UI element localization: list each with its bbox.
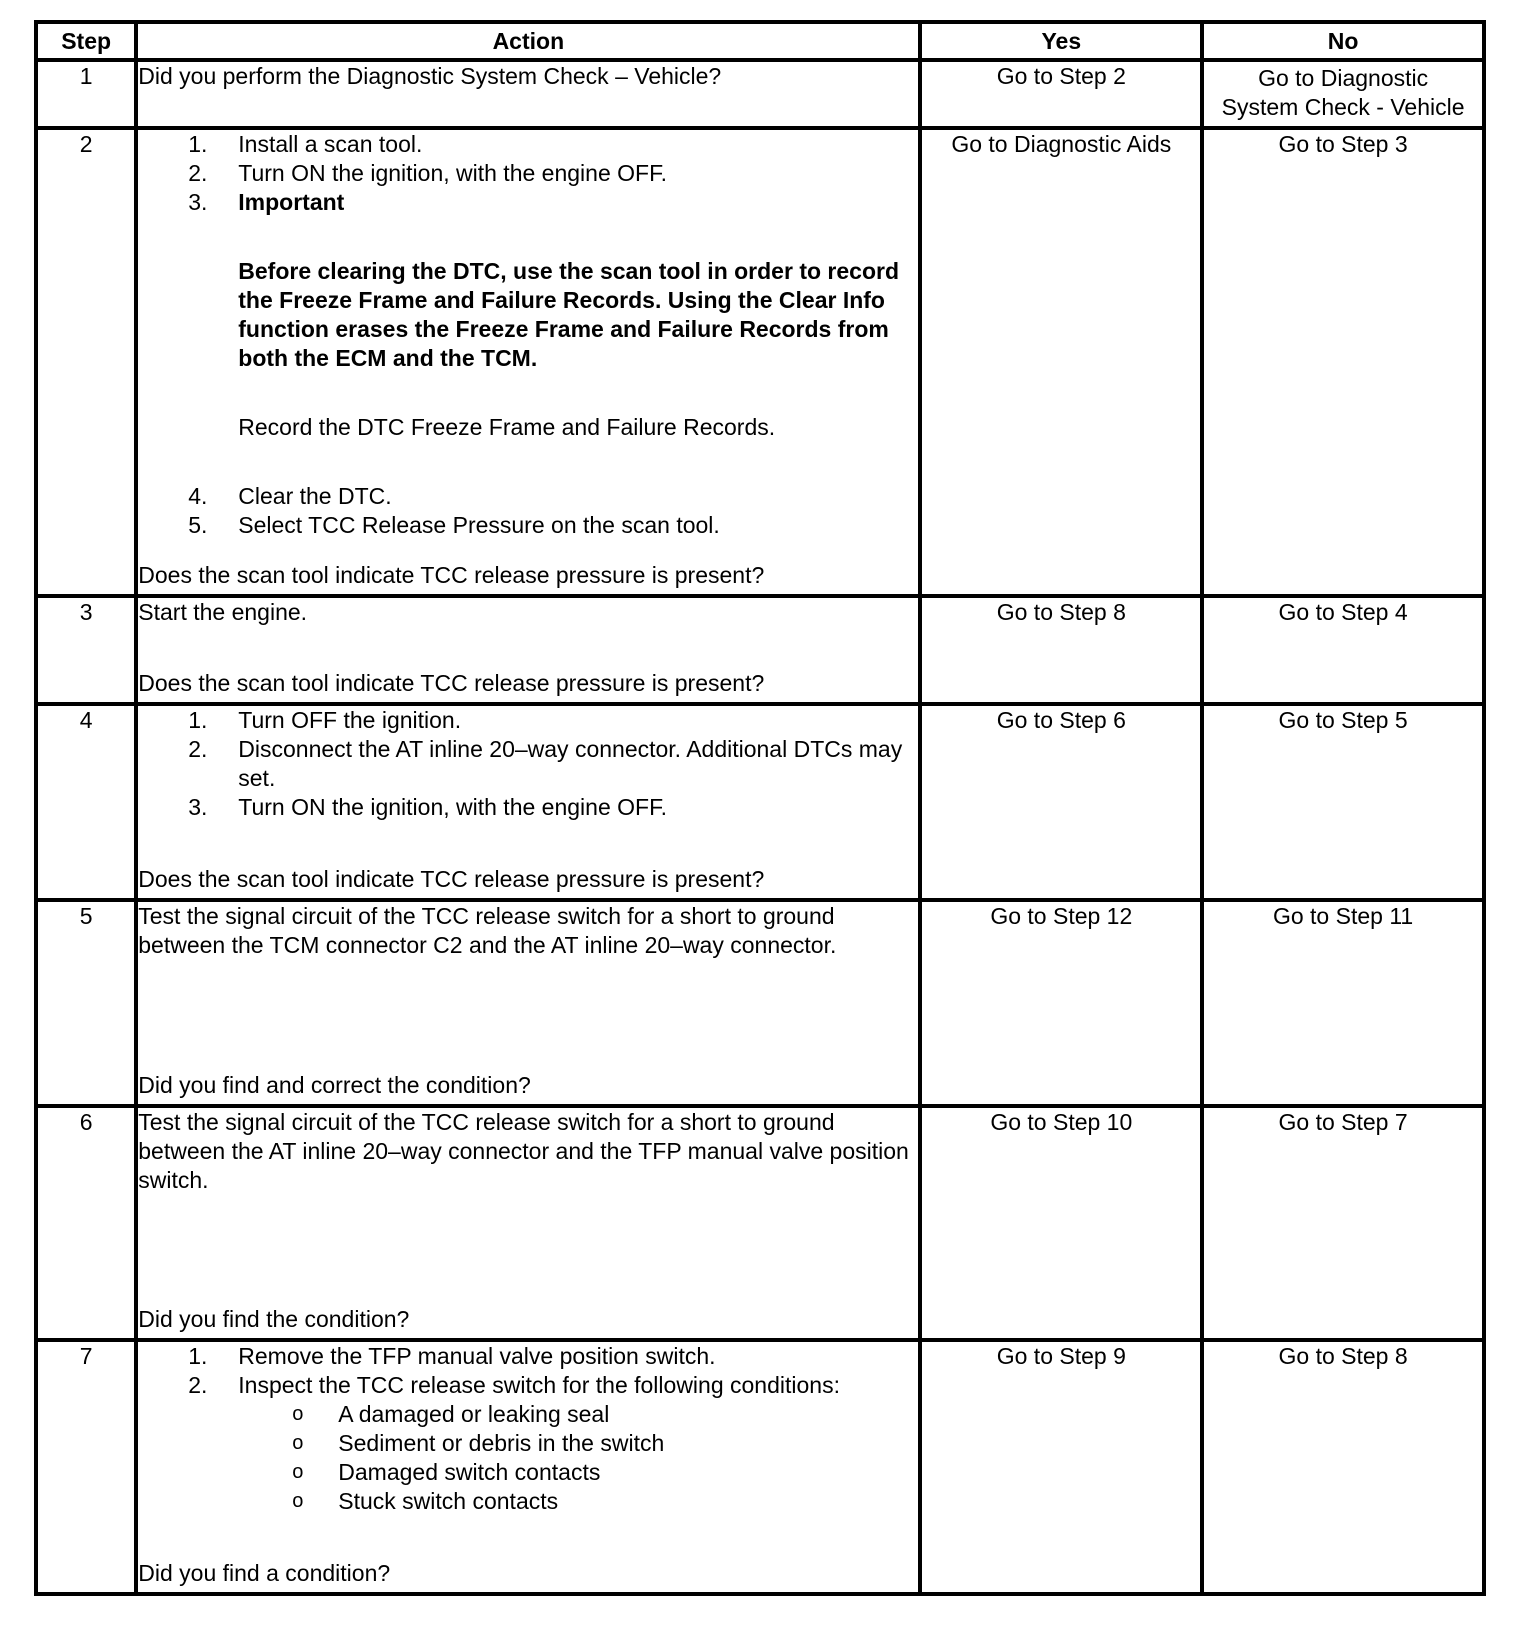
list-item: o A damaged or leaking seal bbox=[292, 1401, 610, 1427]
header-no: No bbox=[1202, 22, 1484, 60]
step-number: 6 bbox=[36, 1106, 136, 1340]
action-question: Does the scan tool indicate TCC release pressure is present? bbox=[138, 866, 765, 892]
step-number: 5 bbox=[36, 900, 136, 1106]
step-number: 7 bbox=[36, 1340, 136, 1594]
bullet-circle-icon: o bbox=[292, 1432, 304, 1454]
important-notice: Before clearing the DTC, use the scan tool in order to record the Freeze Frame and Failure Records. Using the Clear Info function erases the Freeze Frame and Failure Records from both the ECM and the TCM. bbox=[238, 258, 899, 371]
no-result: Go to Step 11 bbox=[1202, 900, 1484, 1106]
yes-result: Go to Step 12 bbox=[920, 900, 1202, 1106]
action-steps bbox=[138, 1342, 918, 1400]
action-step: 3. Important bbox=[188, 189, 345, 215]
action-text: Test the signal circuit of the TCC release switch for a short to ground between the AT inline 20–way connector and the TFP manual valve position switch. bbox=[138, 1109, 909, 1193]
action-question: Did you find and correct the condition? bbox=[138, 1072, 531, 1098]
header-step: Step bbox=[36, 22, 136, 60]
no-result: Go to Step 8 bbox=[1202, 1340, 1484, 1594]
action-question: Does the scan tool indicate TCC release pressure is present? bbox=[138, 670, 765, 696]
action-cell bbox=[136, 128, 920, 596]
action-cell bbox=[136, 704, 920, 900]
yes-result: Go to Step 2 bbox=[920, 60, 1202, 128]
action-step: 1. Install a scan tool. bbox=[188, 131, 423, 157]
action-text: Did you perform the Diagnostic System Check – Vehicle? bbox=[138, 63, 722, 89]
table-row-step-7 bbox=[36, 1340, 1484, 1594]
header-row bbox=[36, 22, 1484, 60]
action-cell bbox=[136, 596, 920, 704]
header-yes: Yes bbox=[920, 22, 1202, 60]
table-row-step-6 bbox=[36, 1106, 1484, 1340]
table-row-step-3 bbox=[36, 596, 1484, 704]
table-row-step-2 bbox=[36, 128, 1484, 596]
no-result: Go to Step 4 bbox=[1202, 596, 1484, 704]
table-row-step-1 bbox=[36, 60, 1484, 128]
no-result: Go to Step 5 bbox=[1202, 704, 1484, 900]
important-heading: Important bbox=[238, 189, 345, 215]
yes-result: Go to Step 6 bbox=[920, 704, 1202, 900]
action-cell bbox=[136, 1106, 920, 1340]
step-number: 2 bbox=[36, 128, 136, 596]
bullet-circle-icon: o bbox=[292, 1403, 304, 1425]
condition-list bbox=[138, 1400, 918, 1516]
action-step: 2. Disconnect the AT inline 20–way connector. Additional DTCs may set. bbox=[188, 736, 903, 791]
action-cell bbox=[136, 900, 920, 1106]
action-step: 2. Inspect the TCC release switch for the following conditions: bbox=[188, 1372, 840, 1398]
header-action: Action bbox=[136, 22, 920, 60]
yes-result: Go to Step 8 bbox=[920, 596, 1202, 704]
action-step: 5. Select TCC Release Pressure on the scan tool. bbox=[188, 512, 720, 538]
yes-result: Go to Step 10 bbox=[920, 1106, 1202, 1340]
no-result-line-1: Go to Diagnostic bbox=[1258, 65, 1429, 91]
no-result: Go to Step 7 bbox=[1202, 1106, 1484, 1340]
action-step: 1. Remove the TFP manual valve position switch. bbox=[188, 1343, 716, 1369]
action-question: Did you find a condition? bbox=[138, 1560, 391, 1586]
list-item: o Sediment or debris in the switch bbox=[292, 1430, 665, 1456]
action-steps bbox=[138, 706, 918, 822]
table-row-step-4 bbox=[36, 704, 1484, 900]
step-number: 3 bbox=[36, 596, 136, 704]
diagnostic-table bbox=[34, 20, 1486, 1596]
bullet-circle-icon: o bbox=[292, 1490, 304, 1512]
action-question: Does the scan tool indicate TCC release pressure is present? bbox=[138, 562, 765, 588]
table-row-step-5 bbox=[36, 900, 1484, 1106]
record-instruction: Record the DTC Freeze Frame and Failure Records. bbox=[238, 414, 776, 440]
no-result: Go to Step 3 bbox=[1202, 128, 1484, 596]
action-text: Test the signal circuit of the TCC release switch for a short to ground between the TCM connector C2 and the AT inline 20–way connector. bbox=[138, 903, 837, 958]
yes-result: Go to Diagnostic Aids bbox=[920, 128, 1202, 596]
no-result bbox=[1202, 60, 1484, 128]
action-steps-continued bbox=[138, 482, 918, 540]
action-step: 1. Turn OFF the ignition. bbox=[188, 707, 462, 733]
action-text: Start the engine. bbox=[138, 599, 308, 625]
action-question: Did you find the condition? bbox=[138, 1306, 410, 1332]
action-step: 2. Turn ON the ignition, with the engine OFF. bbox=[188, 160, 667, 186]
action-cell bbox=[136, 60, 920, 128]
yes-result: Go to Step 9 bbox=[920, 1340, 1202, 1594]
list-item: o Stuck switch contacts bbox=[292, 1488, 559, 1514]
action-steps bbox=[138, 130, 918, 217]
action-step: 3. Turn ON the ignition, with the engine OFF. bbox=[188, 794, 667, 820]
diagnostic-table-sheet bbox=[34, 20, 1486, 1596]
step-number: 1 bbox=[36, 60, 136, 128]
bullet-circle-icon: o bbox=[292, 1461, 304, 1483]
action-cell bbox=[136, 1340, 920, 1594]
step-number: 4 bbox=[36, 704, 136, 900]
action-step: 4. Clear the DTC. bbox=[188, 483, 392, 509]
no-result-line-2: System Check - Vehicle bbox=[1221, 94, 1465, 120]
list-item: o Damaged switch contacts bbox=[292, 1459, 601, 1485]
